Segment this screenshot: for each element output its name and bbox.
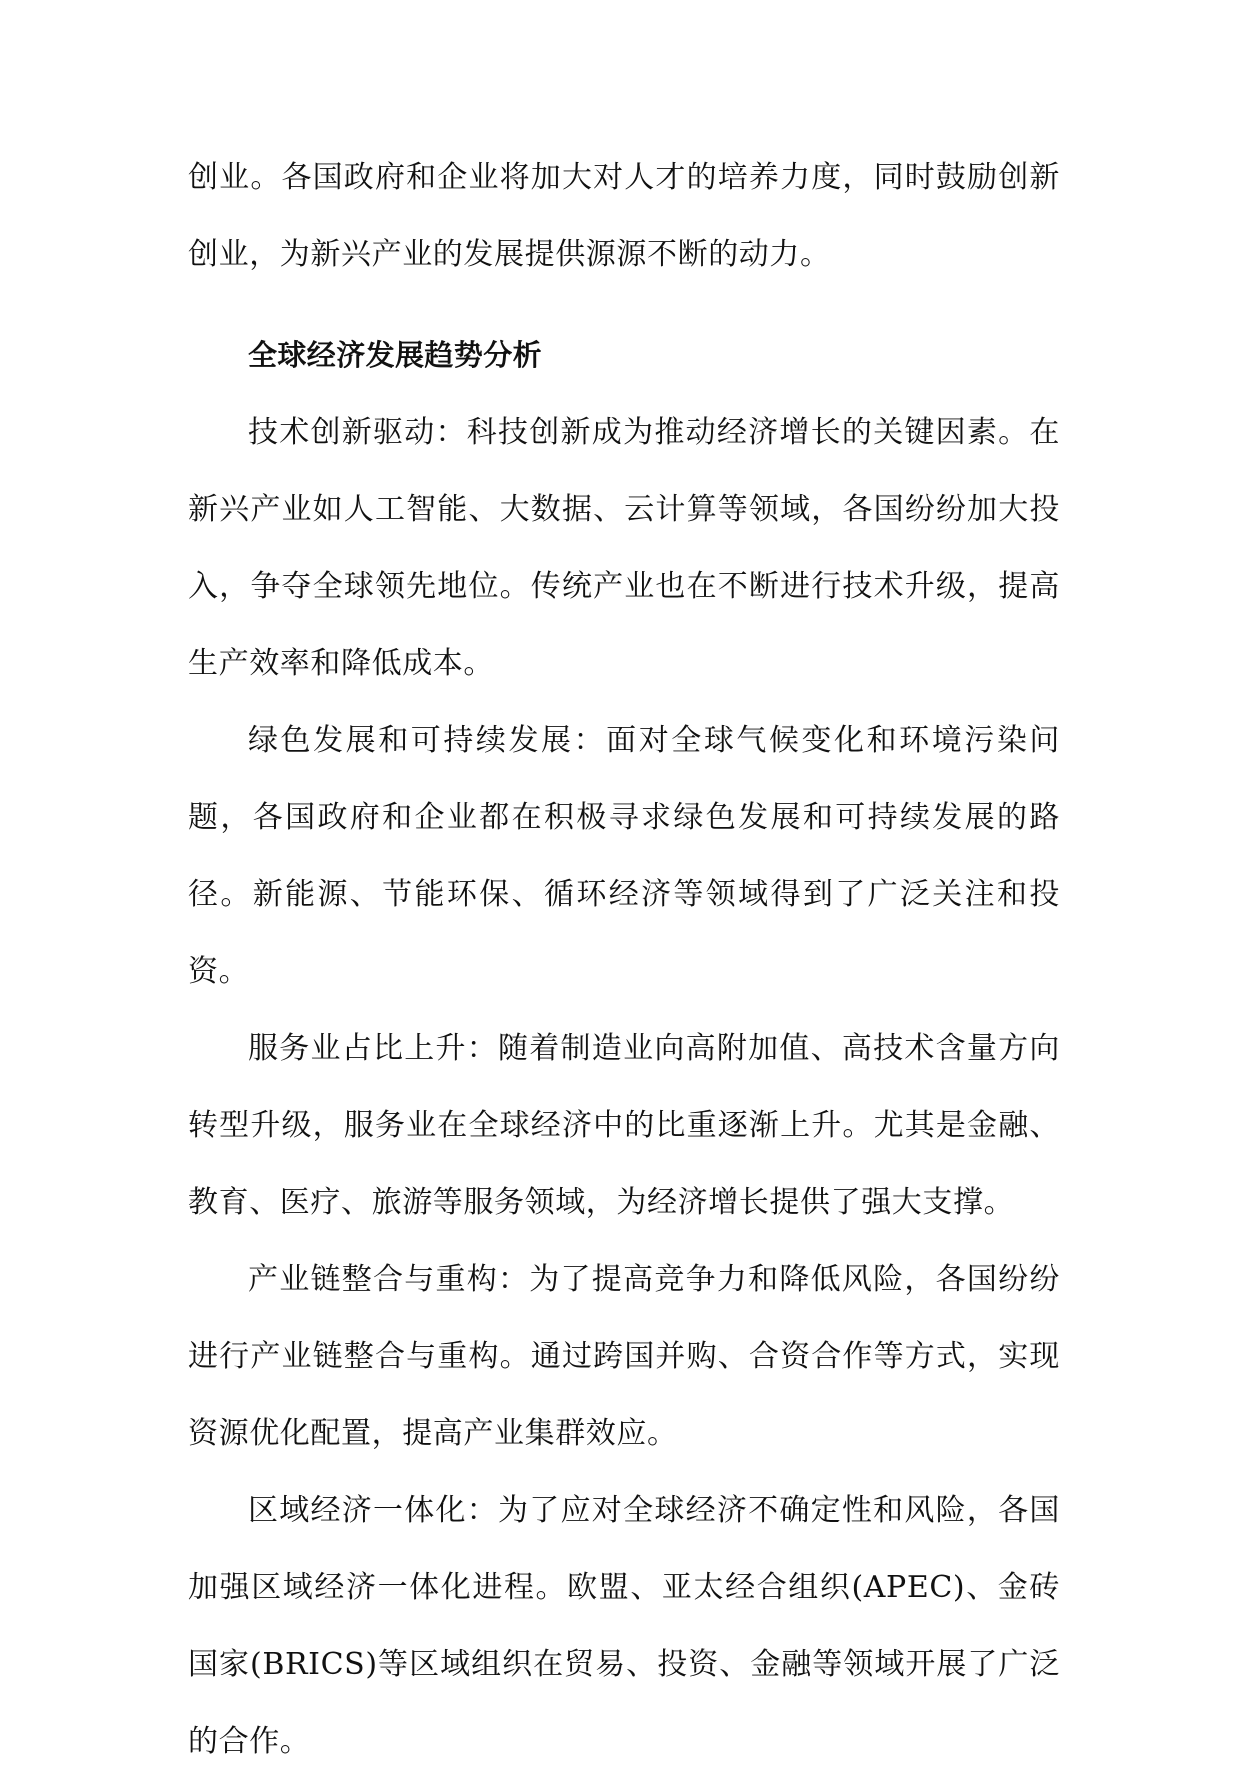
section-heading: 全球经济发展趋势分析 <box>248 338 543 372</box>
document-body <box>188 139 1060 1780</box>
paragraph-green-development: 绿色发展和可持续发展：面对全球气候变化和环境污染问题，各国政府和企业都在积极寻求绿色发展和可持续发展的路径。新能源、节能环保、循环经济等领域得到了广泛关注和投资。 <box>188 723 1060 989</box>
paragraph-regional-integration: 区域经济一体化：为了应对全球经济不确定性和风险，各国加强区域经济一体化进程。欧盟、亚太经合组织(APEC)、金砖国家(BRICS)等区域组织在贸易、投资、金融等领域开展了广泛的合作。 <box>188 1493 1060 1759</box>
paragraph-industry-chain: 产业链整合与重构：为了提高竞争力和降低风险，各国纷纷进行产业链整合与重构。通过跨国并购、合资合作等方式，实现资源优化配置，提高产业集群效应。 <box>188 1262 1060 1451</box>
paragraph-service-industry: 服务业占比上升：随着制造业向高附加值、高技术含量方向转型升级，服务业在全球经济中的比重逐渐上升。尤其是金融、教育、医疗、旅游等服务领域，为经济增长提供了强大支撑。 <box>188 1031 1060 1220</box>
paragraph-technology-innovation: 技术创新驱动：科技创新成为推动经济增长的关键因素。在新兴产业如人工智能、大数据、云计算等领域，各国纷纷加大投入，争夺全球领先地位。传统产业也在不断进行技术升级，提高生产效率和降低成本。 <box>188 415 1060 681</box>
continued-paragraph: 创业。各国政府和企业将加大对人才的培养力度，同时鼓励创新创业，为新兴产业的发展提供源源不断的动力。 <box>188 160 1060 272</box>
